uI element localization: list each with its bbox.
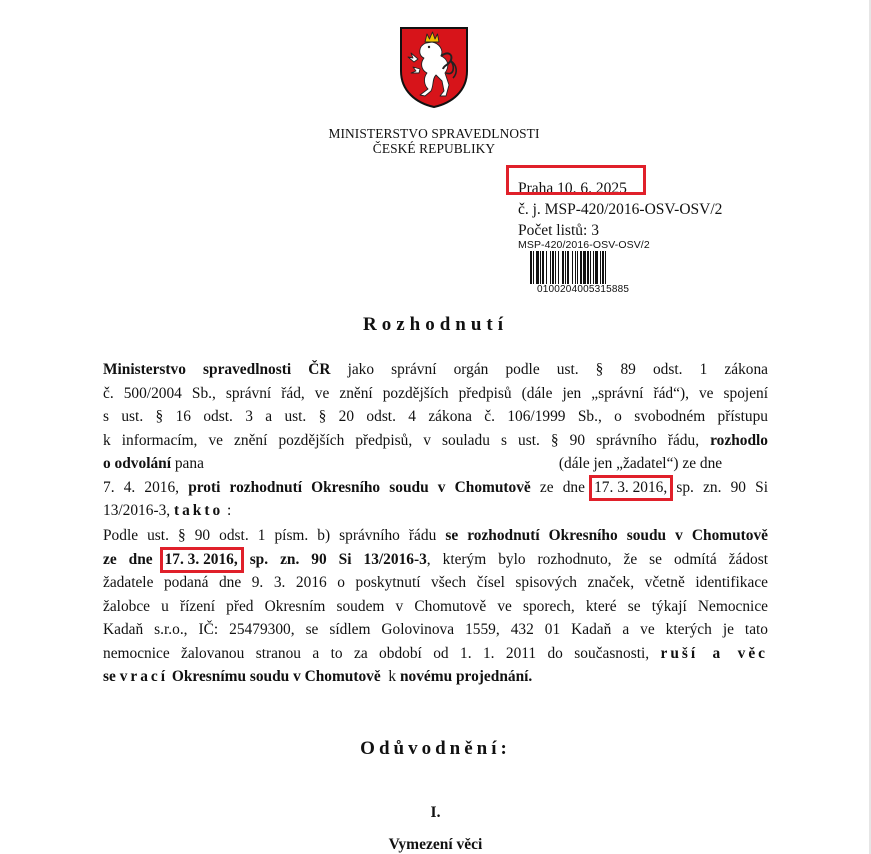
highlighted-date: 17. 3. 2016, <box>594 476 667 500</box>
barcode-bar <box>530 251 532 284</box>
barcode-bar <box>583 251 586 284</box>
barcode-bar <box>593 251 594 284</box>
paragraph-line: k informacím, ve znění pozdějších předpisů, v souladu s ust. § 90 správního řádu, rozhodlo <box>103 431 768 449</box>
barcode-bar <box>580 251 582 284</box>
barcode-bar <box>533 251 534 284</box>
barcode <box>530 251 640 284</box>
barcode-bar <box>600 251 601 284</box>
paragraph-line: nemocnice žalovanou stranou a to za období od 1. 1. 2011 do současnosti, ruší a věc <box>103 644 769 662</box>
barcode-number: 0100204005315885 <box>537 284 630 295</box>
paragraph-line: žalobce u řízení před Okresním soudem v Chomutově ve sporech, které se týkají Nemocnice <box>103 597 768 615</box>
barcode-bar <box>605 251 606 284</box>
highlighted-date: 17. 3. 2016, <box>165 548 238 572</box>
barcode-bar <box>546 251 547 284</box>
ministry-name <box>300 126 568 156</box>
document-date: Praha 10. 6. 2025 <box>518 180 627 197</box>
barcode-bar <box>542 251 544 284</box>
paragraph-line: o odvolání pana (dále jen „žadatel“) ze dne <box>103 455 723 472</box>
verdict-paragraph <box>103 524 768 689</box>
date-highlight-box <box>506 165 646 195</box>
decision-paragraph <box>103 358 768 523</box>
barcode-bar <box>595 251 598 284</box>
paragraph-line: s ust. § 16 odst. 3 a ust. § 20 odst. 4 zákona č. 106/1999 Sb., o svobodném přístupu <box>103 408 768 425</box>
authority-name: Ministerstvo spravedlnosti ČR <box>103 361 331 378</box>
page-count: Počet listů: 3 <box>518 222 599 239</box>
barcode-bar <box>550 251 551 284</box>
barcode-bar <box>587 251 589 284</box>
barcode-label: MSP-420/2016-OSV-OSV/2 <box>518 239 650 251</box>
reference-block <box>518 178 722 241</box>
barcode-bar <box>536 251 539 284</box>
paragraph-line: 13/2016-3, takto : <box>103 502 232 519</box>
barcode-bar <box>572 251 573 284</box>
section-title: Vymezení věci <box>388 836 483 853</box>
barcode-bar <box>567 251 569 284</box>
barcode-bar <box>590 251 591 284</box>
barcode-bar <box>540 251 541 284</box>
paragraph-line: ze dne 17. 3. 2016, sp. zn. 90 Si 13/2016-3, kterým bylo rozhodnuto, že se odmítá žádost <box>103 548 768 572</box>
paragraph-line: Ministerstvo spravedlnosti ČR jako správní orgán podle ust. § 89 odst. 1 zákona <box>103 361 768 378</box>
barcode-bar <box>575 251 576 284</box>
section-number: I. <box>430 804 441 821</box>
barcode-bar <box>555 251 556 284</box>
barcode-bar <box>577 251 578 284</box>
paragraph-line: 7. 4. 2016, proti rozhodnutí Okresního soudu v Chomutově ze dne 17. 3. 2016, sp. zn. 90 Si <box>103 476 768 500</box>
case-number: č. j. MSP-420/2016-OSV-OSV/2 <box>518 201 723 218</box>
barcode-bar <box>552 251 554 284</box>
paragraph-line: Podle ust. § 90 odst. 1 písm. b) správního řádu se rozhodnutí Okresního soudu v Chomutově <box>103 527 768 544</box>
barcode-bar <box>565 251 566 284</box>
paragraph-line: Kadaň s.r.o., IČ: 25479300, se sídlem Golovinova 1559, 432 01 Kadaň a ve kterých je tato <box>103 621 768 638</box>
paragraph-line: žadatele podaná dne 9. 3. 2016 o poskytnutí všech čísel spisových značek, včetně identifikace <box>103 574 768 591</box>
barcode-bar <box>558 251 559 284</box>
ministry-line2: ČESKÉ REPUBLIKY <box>372 141 496 156</box>
reasoning-title: Odůvodnění: <box>360 738 511 759</box>
ministry-line1: MINISTERSTVO SPRAVEDLNOSTI <box>328 126 540 141</box>
barcode-bar <box>562 251 564 284</box>
barcode-bar <box>602 251 604 284</box>
document-title: Rozhodnutí <box>362 314 509 335</box>
paragraph-line: č. 500/2004 Sb., správní řád, ve znění pozdějších předpisů (dále jen „správní řád“), ve spojení <box>103 384 768 402</box>
paragraph-line: se vrací Okresnímu soudu v Chomutově k novému projednání. <box>103 668 533 685</box>
czech-lion-coat-of-arms-icon <box>398 25 470 109</box>
